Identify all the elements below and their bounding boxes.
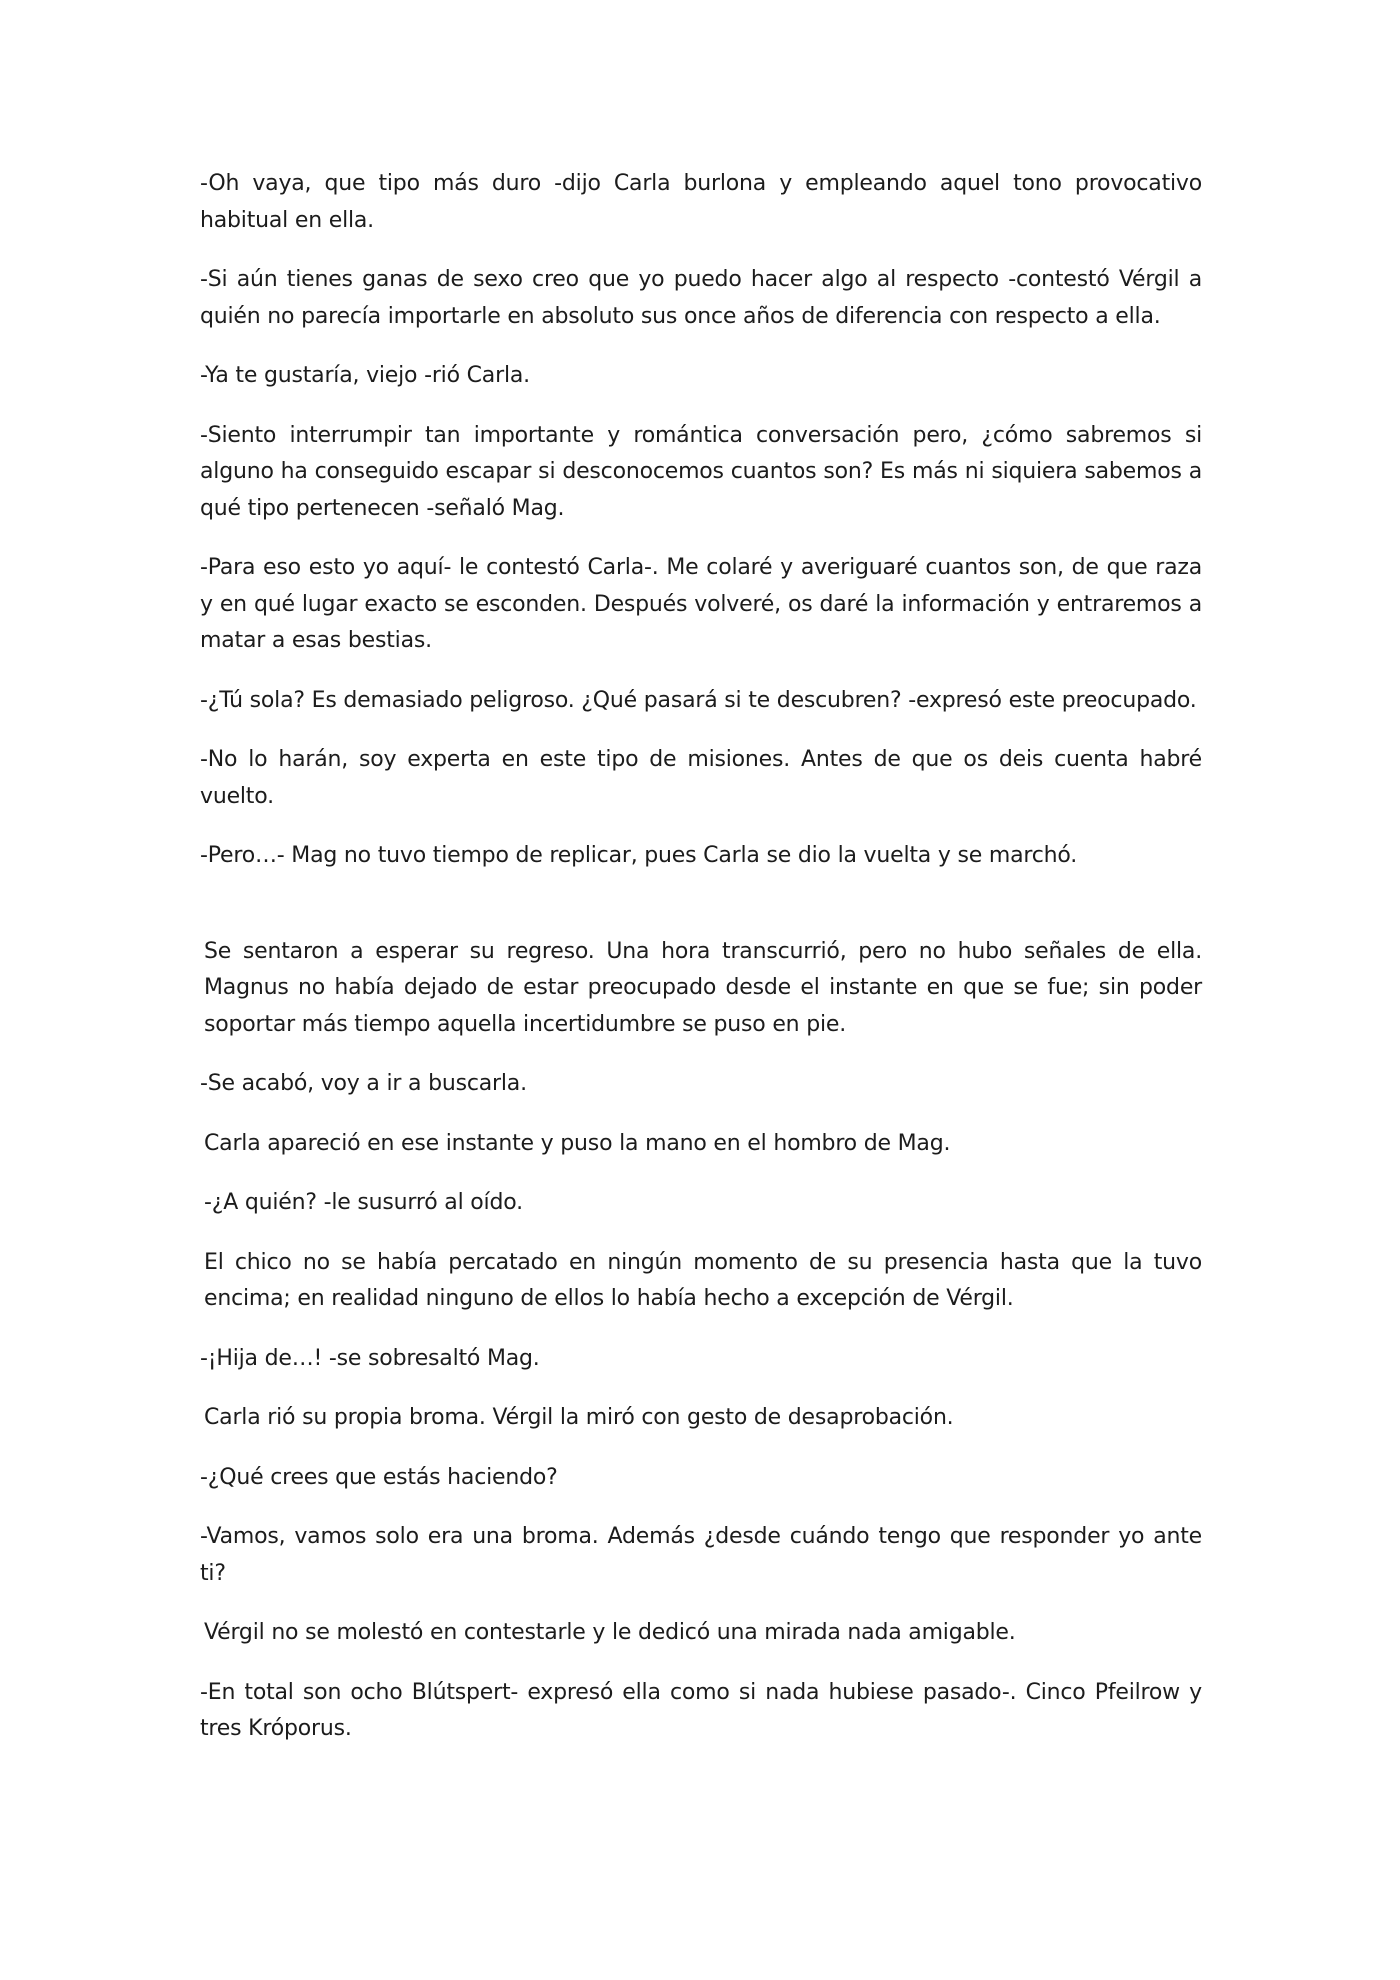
paragraph: -Si aún tienes ganas de sexo creo que yo puedo hacer algo al respecto -contestó Vérgil a quién no parecía importarle en absoluto sus once años de diferencia con respecto a ella. — [200, 267, 1202, 329]
paragraph: -Ya te gustaría, viejo -rió Carla. — [200, 363, 530, 388]
paragraph: Vérgil no se molestó en contestarle y le dedicó una mirada nada amigable. — [204, 1620, 1016, 1645]
paragraph: Se sentaron a esperar su regreso. Una hora transcurrió, pero no hubo señales de ella. Magnus no había dejado de estar preocupado desde el instante en que se fue; sin poder soportar más tiempo aquella incertidumbre se puso en pie. — [204, 938, 1202, 1037]
paragraph: -Pero…- Mag no tuvo tiempo de replicar, pues Carla se dio la vuelta y se marchó. — [200, 843, 1078, 868]
paragraph: -Siento interrumpir tan importante y romántica conversación pero, ¿cómo sabremos si alguno ha conseguido escapar si desconocemos cuantos son? Es más ni siquiera sabemos a qué tipo pertenecen -señaló Mag. — [200, 422, 1202, 521]
paragraph: -No lo harán, soy experta en este tipo de misiones. Antes de que os deis cuenta habré vuelto. — [200, 747, 1202, 809]
paragraph: -¿A quién? -le susurró al oído. — [204, 1190, 523, 1215]
paragraph: Carla rió su propia broma. Vérgil la miró con gesto de desaprobación. — [204, 1405, 954, 1430]
paragraph: -Se acabó, voy a ir a buscarla. — [200, 1071, 527, 1096]
text-body — [200, 166, 1202, 1771]
section-break — [200, 898, 1202, 934]
paragraph: El chico no se había percatado en ningún momento de su presencia hasta que la tuvo encima; en realidad ninguno de ellos lo había hecho a excepción de Vérgil. — [204, 1249, 1202, 1311]
paragraph: Carla apareció en ese instante y puso la mano en el hombro de Mag. — [204, 1130, 951, 1156]
paragraph: -Para eso esto yo aquí- le contestó Carla-. Me colaré y averiguaré cuantos son, de que raza y en qué lugar exacto se esconden. Después volveré, os daré la información y entraremos a matar a esas bestias. — [200, 555, 1202, 653]
paragraph: -Vamos, vamos solo era una broma. Además ¿desde cuándo tengo que responder yo ante ti? — [200, 1524, 1202, 1586]
paragraph: -¿Tú sola? Es demasiado peligroso. ¿Qué pasará si te descubren? -expresó este preocupado. — [200, 687, 1197, 713]
paragraph: -Oh vaya, que tipo más duro -dijo Carla burlona y empleando aquel tono provocativo habitual en ella. — [200, 171, 1202, 233]
paragraph: -¿Qué crees que estás haciendo? — [200, 1464, 558, 1490]
paragraph: -¡Hija de…! -se sobresaltó Mag. — [200, 1345, 540, 1371]
paragraph: -En total son ocho Blútspert- expresó ella como si nada hubiese pasado-. Cinco Pfeilrow y tres Króporus. — [200, 1679, 1202, 1741]
